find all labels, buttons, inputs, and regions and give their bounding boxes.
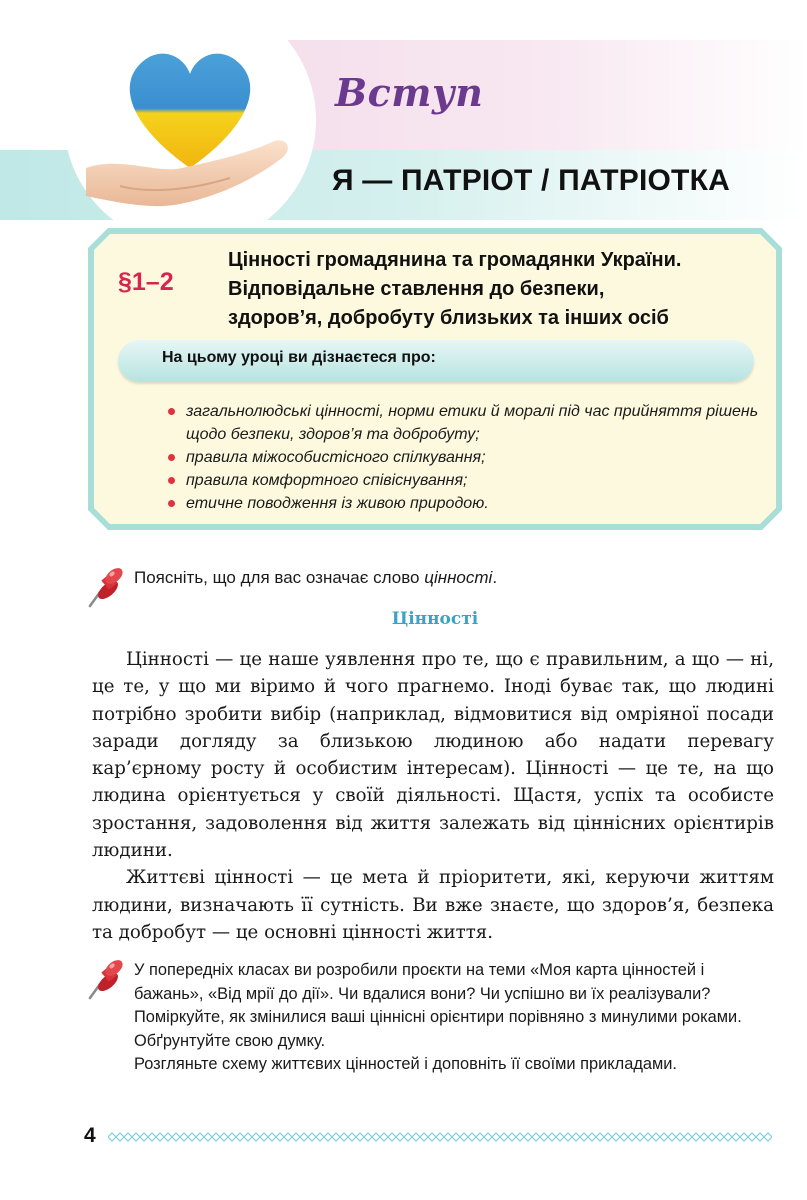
page-number: 4 [84, 1124, 96, 1147]
task-text [134, 959, 774, 1077]
lesson-title [228, 246, 768, 333]
list-item [168, 469, 768, 492]
lesson-title-line: Цінності громадянина та громадянки України. [228, 249, 682, 271]
bullet-icon [168, 408, 175, 415]
subheading: Цінності [391, 609, 479, 629]
list-item [168, 446, 768, 469]
list-item-text: загальнолюдські цінності, норми етики й моралі під час прийняття рішень щодо безпеки, здоров’я та добробуту; [186, 403, 759, 443]
pushpin-icon [86, 958, 126, 1002]
learn-heading: На цьому уроці ви дізнаєтеся про: [162, 349, 436, 366]
bullet-icon [168, 454, 175, 461]
section-number: §1–2 [118, 268, 174, 296]
body-text [92, 646, 774, 946]
task-paragraph: У попередніх класах ви розробили проєкти на теми «Моя карта цінностей і бажань», «Від мрії до дії». Чи вдалися вони? Чи успішно ви їх реалізували? Поміркуйте, як змінилися ваші ціннісні орієнтири порівняно з минулими роками. Обґрунтуйте свою думку. [134, 961, 742, 1050]
task-paragraph: Розгляньте схему життєвих цінностей і доповніть її своїми прикладами. [134, 1055, 677, 1073]
paragraph: Життєві цінності — це мета й пріоритети, які, керуючи життям людини, визначають її сутність. Ви вже знаєте, що здоров’я, безпека та добробут — це основні цінності життя. [92, 867, 774, 943]
list-item [168, 492, 768, 515]
learn-list [168, 400, 768, 515]
lesson-title-line: Відповідальне ставлення до безпеки, [228, 278, 605, 300]
bullet-icon [168, 477, 175, 484]
chapter-title: Вступ [335, 70, 484, 115]
lesson-title-line: здоров’я, добробуту близьких та інших осіб [228, 307, 669, 329]
list-item-text: етичне поводження із живою природою. [186, 495, 489, 512]
question-emphasis: цінності [424, 568, 493, 587]
list-item-text: правила комфортного співіснування; [186, 472, 468, 489]
list-item [168, 400, 768, 446]
list-item-text: правила міжособистісного спілкування; [186, 449, 486, 466]
bullet-icon [168, 500, 175, 507]
page-footer-rule [108, 1130, 772, 1144]
section-title: Я — ПАТРІОТ / ПАТРІОТКА [332, 164, 730, 197]
pushpin-icon [86, 566, 126, 610]
question-prompt: Поясніть, що для вас означає слово цінності. [134, 568, 498, 587]
heart-hand-emblem [60, 8, 320, 233]
paragraph: Цінності — це наше уявлення про те, що є правильним, а що — ні, це те, у що ми віримо й чого прагнемо. Іноді буває так, що людині потрібно зробити вибір (наприклад, відмовитися від омріяної посади заради догляду за близькою людиною або надати перевагу кар’єрному росту й особистим інтересам). Цінності — це те, на що людина орієнтується у своїй діяльності. Щастя, успіх та особисте зростання, задоволення від життя залежать від ціннісних орієнтирів людини. [92, 649, 774, 862]
